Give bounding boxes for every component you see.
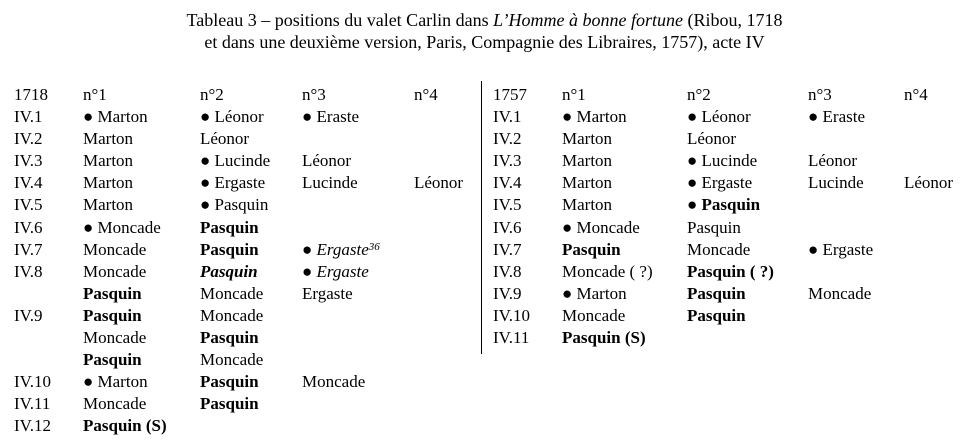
character-cell [83, 239, 146, 261]
scene-label: IV.11 [14, 394, 51, 414]
character-cell [200, 371, 259, 393]
character-cell [83, 349, 142, 371]
character-name: ● Marton [562, 283, 627, 303]
character-name: Moncade [562, 305, 626, 325]
header-position: n°2 [200, 85, 224, 104]
caption-suffix: (Ribou, 1718 [682, 10, 783, 30]
character-name: Léonor [302, 151, 352, 171]
character-cell [687, 305, 746, 327]
character-name: Moncade [83, 239, 147, 259]
character-name: ● Marton [83, 372, 148, 392]
character-cell [200, 172, 265, 194]
character-name: Moncade [83, 394, 147, 414]
header-year: 1718 [14, 85, 48, 104]
character-name: Marton [562, 151, 613, 171]
character-cell [200, 261, 258, 283]
scene-label: IV.8 [14, 261, 43, 281]
character-name: Pasquin (S) [562, 328, 646, 348]
character-name: Marton [83, 173, 134, 193]
character-name: Moncade [687, 239, 751, 259]
character-name: ● Moncade [562, 217, 640, 237]
character-cell [83, 194, 133, 216]
character-name: Marton [562, 173, 613, 193]
header-position: n°4 [904, 85, 928, 104]
character-name: Pasquin [687, 305, 746, 325]
character-name: ● Ergaste [200, 173, 266, 193]
character-cell [562, 128, 612, 150]
character-cell [562, 150, 612, 172]
character-cell [687, 239, 750, 261]
column-divider [481, 81, 482, 354]
character-name: ● Léonor [200, 107, 264, 127]
scene-label: IV.4 [493, 173, 522, 193]
character-cell [83, 415, 167, 437]
character-cell [200, 283, 263, 305]
character-name: Pasquin [687, 217, 741, 237]
character-name: ● Marton [562, 107, 627, 127]
character-cell [302, 283, 353, 305]
character-cell [83, 106, 148, 128]
scene-label: IV.1 [14, 107, 43, 127]
character-name: ● Eraste [808, 107, 865, 127]
scene-label: IV.10 [14, 372, 51, 392]
character-cell [200, 217, 259, 239]
table-caption [0, 9, 969, 53]
character-name: Lucinde [808, 173, 864, 193]
character-name: Moncade [83, 261, 147, 281]
character-cell [562, 172, 612, 194]
character-cell [200, 128, 249, 150]
character-cell [302, 261, 369, 283]
character-name: Moncade [808, 283, 872, 303]
character-name: Pasquin [200, 239, 259, 259]
scene-label: IV.1 [493, 107, 522, 127]
character-cell [83, 217, 161, 239]
character-name: Pasquin [200, 394, 259, 414]
header-year: 1757 [493, 85, 527, 104]
character-cell [200, 327, 259, 349]
character-cell [83, 283, 142, 305]
character-name: ● Ergaste [687, 173, 753, 193]
character-cell [302, 150, 351, 172]
character-cell [687, 217, 741, 239]
scene-label: IV.4 [14, 173, 43, 193]
caption-prefix: Tableau 3 – positions du valet Carlin dans [186, 10, 494, 30]
character-cell [687, 194, 760, 216]
character-name: Pasquin [83, 283, 142, 303]
character-name: Pasquin [200, 372, 259, 392]
character-cell [200, 393, 259, 415]
character-cell [200, 106, 264, 128]
character-cell [302, 239, 380, 261]
header-position: n°4 [414, 85, 438, 104]
character-name: ● Marton [83, 107, 148, 127]
character-cell [200, 239, 259, 261]
scene-label: IV.7 [493, 239, 522, 259]
character-name: Marton [562, 129, 613, 149]
character-name: Léonor [687, 129, 737, 149]
character-name: Marton [562, 195, 613, 215]
character-name: Pasquin [200, 261, 258, 281]
header-position: n°1 [562, 85, 586, 104]
character-name: ● Moncade [83, 217, 161, 237]
character-cell [904, 172, 953, 194]
character-name: ● Eraste [302, 107, 359, 127]
character-cell [302, 106, 359, 128]
character-name: Lucinde [302, 173, 358, 193]
scene-label: IV.3 [493, 151, 522, 171]
character-name: Moncade [200, 305, 264, 325]
character-cell [302, 172, 358, 194]
scene-label: IV.8 [493, 261, 522, 281]
character-name: ● Pasquin [200, 195, 269, 215]
character-name: Pasquin [687, 283, 746, 303]
character-name: Pasquin [83, 350, 142, 370]
scene-label: IV.6 [14, 217, 43, 237]
character-name: Léonor [808, 151, 858, 171]
scene-label: IV.7 [14, 239, 43, 259]
character-name: Ergaste [302, 283, 353, 303]
character-name: ● Lucinde [687, 151, 758, 171]
character-name: ● Ergaste [808, 239, 874, 259]
character-cell [200, 194, 268, 216]
character-name: ● Léonor [687, 107, 751, 127]
scene-label: IV.2 [14, 129, 43, 149]
character-cell [562, 106, 627, 128]
character-cell [83, 327, 146, 349]
header-position: n°1 [83, 85, 107, 104]
character-cell [83, 393, 146, 415]
character-cell [687, 172, 752, 194]
character-name: Moncade ( ?) [562, 261, 653, 281]
character-name: Moncade [200, 350, 264, 370]
scene-label: IV.11 [493, 328, 530, 348]
character-cell [687, 261, 774, 283]
character-name: ● Ergaste [302, 239, 369, 259]
caption-line-2: et dans une deuxième version, Paris, Compagnie des Libraires, 1757), acte IV [204, 32, 765, 52]
caption-play-title: L’Homme à bonne fortune [493, 10, 683, 30]
character-name: Pasquin [562, 239, 621, 259]
character-cell [808, 172, 864, 194]
scene-label: IV.9 [493, 283, 522, 303]
character-name: Léonor [200, 129, 250, 149]
character-name: Marton [83, 129, 134, 149]
header-position: n°2 [687, 85, 711, 104]
scene-label: IV.12 [14, 416, 51, 436]
character-cell [808, 283, 871, 305]
scene-label: IV.5 [14, 195, 43, 215]
character-name: ● Pasquin [687, 195, 761, 215]
character-cell [687, 106, 751, 128]
character-cell [83, 371, 148, 393]
character-cell [83, 150, 133, 172]
character-name: Moncade [302, 372, 366, 392]
character-cell [83, 172, 133, 194]
scene-label: IV.6 [493, 217, 522, 237]
character-cell [562, 327, 646, 349]
character-name: Marton [83, 195, 134, 215]
character-cell [562, 194, 612, 216]
character-cell [808, 106, 865, 128]
character-name: Pasquin [83, 305, 142, 325]
character-cell [687, 150, 757, 172]
character-cell [414, 172, 463, 194]
scene-label: IV.3 [14, 151, 43, 171]
character-cell [562, 283, 627, 305]
scene-label: IV.5 [493, 195, 522, 215]
character-cell [562, 305, 625, 327]
character-cell [687, 128, 736, 150]
character-cell [808, 150, 857, 172]
header-position: n°3 [808, 85, 832, 104]
character-name: Moncade [200, 283, 264, 303]
character-cell [302, 371, 365, 393]
character-cell [200, 305, 263, 327]
character-name: Marton [83, 151, 134, 171]
scene-label: IV.9 [14, 305, 43, 325]
character-name: Moncade [83, 328, 147, 348]
header-position: n°3 [302, 85, 326, 104]
scene-label: IV.10 [493, 305, 530, 325]
character-cell [562, 217, 640, 239]
character-name: Pasquin [200, 328, 259, 348]
character-name: ● Ergaste [302, 261, 369, 281]
character-cell [83, 305, 142, 327]
footnote-ref: 36 [368, 240, 380, 253]
scene-label: IV.2 [493, 129, 522, 149]
character-cell [200, 150, 270, 172]
character-name: Léonor [414, 173, 464, 193]
character-cell [808, 239, 873, 261]
character-name: Pasquin [200, 217, 259, 237]
character-name: ● Lucinde [200, 151, 271, 171]
character-cell [83, 261, 146, 283]
character-cell [562, 261, 653, 283]
caption-line-1 [0, 9, 969, 31]
character-name: Léonor [904, 173, 954, 193]
character-name: Pasquin ( ?) [687, 261, 774, 281]
character-name: Pasquin (S) [83, 416, 167, 436]
character-cell [562, 239, 621, 261]
character-cell [200, 349, 263, 371]
character-cell [687, 283, 746, 305]
character-cell [83, 128, 133, 150]
